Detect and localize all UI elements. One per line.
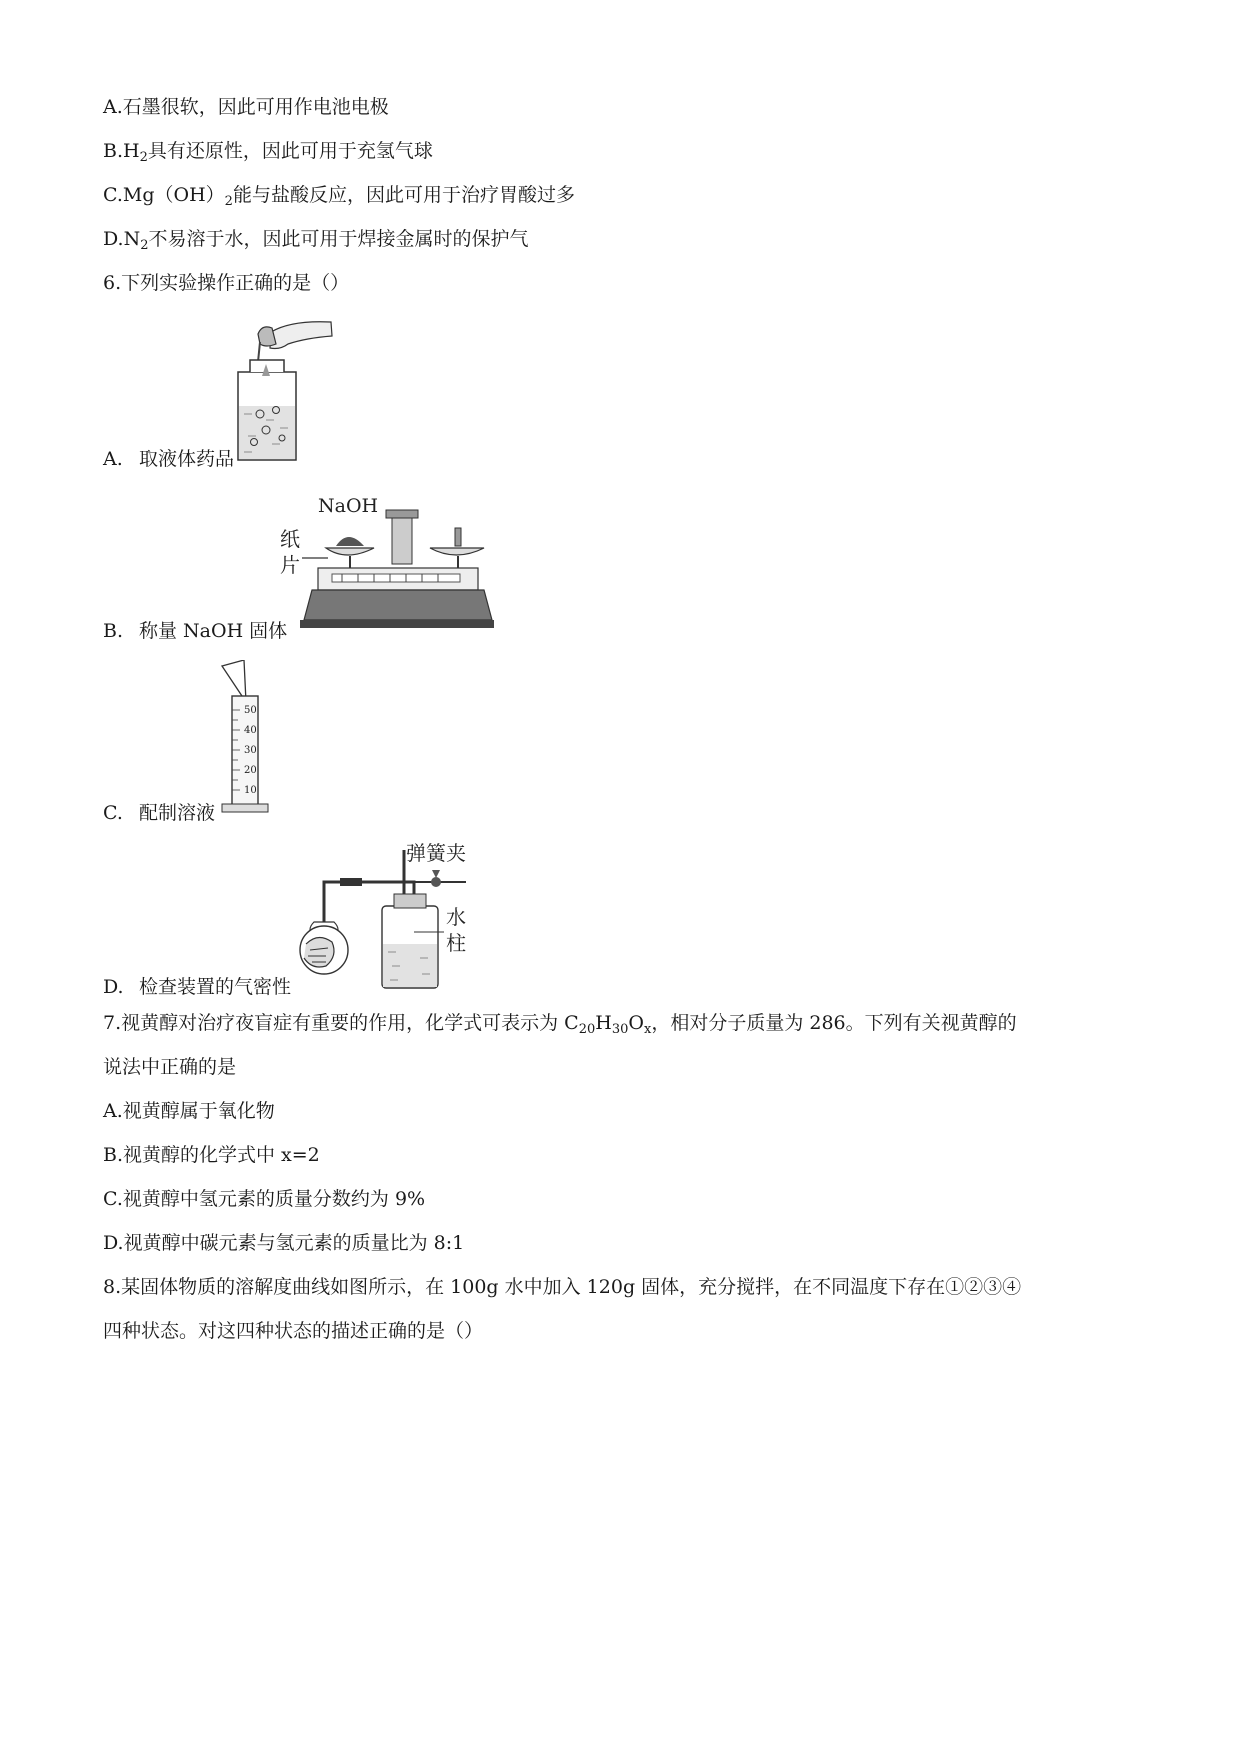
q5-option-c: $C.Mg(OH)_2$能与盐酸反应，因此可用于治疗胃酸过多 <box>103 184 575 209</box>
q7-option-a: A.视黄醇属于氧化物 <box>103 1100 275 1122</box>
figure-b-balance <box>278 488 494 634</box>
q7-stem-line-2: 说法中正确的是 <box>103 1056 237 1078</box>
label-naoh: NaOH <box>318 495 379 517</box>
label-paper-1: 纸 <box>280 527 300 551</box>
q7-option-c: C.视黄醇中氢元素的质量分数约为 9% <box>103 1188 426 1210</box>
tick-label-20: 20 <box>244 765 257 776</box>
q5-option-d: $D.N_2$不易溶于水，因此可用于焊接金属时的保护气 <box>103 228 529 253</box>
q6-option-c: C. 配制溶液 <box>103 802 216 824</box>
q7-option-d: D.视黄醇中碳元素与氢元素的质量比为 8:1 <box>103 1232 465 1254</box>
label-water-1: 水 <box>446 905 466 929</box>
q6-option-a: A. 取液体药品 <box>103 448 235 470</box>
tick-label-30: 30 <box>244 745 257 756</box>
q5-option-b: $B.H_2$具有还原性，因此可用于充氢气球 <box>103 140 433 165</box>
q5-option-a: A.石墨很软，因此可用作电池电极 <box>103 96 389 118</box>
figure-a-pour-liquid <box>236 314 336 464</box>
q6-stem: 6.下列实验操作正确的是（） <box>103 272 350 294</box>
label-water-2: 柱 <box>446 931 466 955</box>
q8-stem-line-2: 四种状态。对这四种状态的描述正确的是（） <box>103 1320 484 1342</box>
label-spring-clamp: 弹簧夹 <box>406 841 466 865</box>
tick-label-50: 50 <box>244 705 257 716</box>
label-paper-2: 片 <box>280 553 300 577</box>
q7-option-b: B.视黄醇的化学式中 x=2 <box>103 1144 320 1166</box>
q6-option-b: B. 称量 NaOH 固体 <box>103 620 288 642</box>
tick-label-10: 10 <box>244 785 257 796</box>
figure-c-graduated-cylinder <box>218 660 278 816</box>
q6-option-d: D. 检查装置的气密性 <box>103 976 292 998</box>
q8-stem: 8.某固体物质的溶解度曲线如图所示，在 100g 水中加入 120g 固体，充分搅拌，在不同温度下存在①②③④ <box>103 1276 1022 1298</box>
q7-stem: 7.视黄醇对治疗夜盲症有重要的作用，化学式可表示为 $C_{20}H_{30}O_x$，相对分子质量为 286。下列有关视黄醇的 <box>103 1012 1017 1037</box>
tick-label-40: 40 <box>244 725 257 736</box>
figure-d-apparatus <box>296 832 486 992</box>
